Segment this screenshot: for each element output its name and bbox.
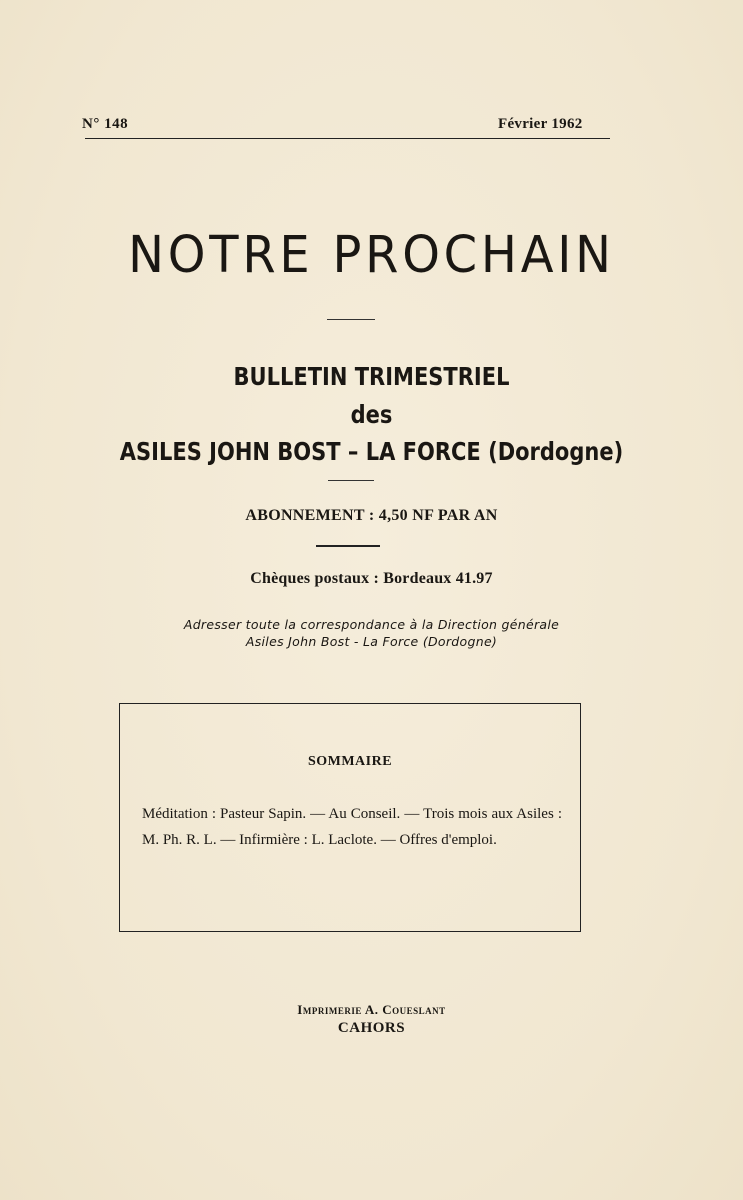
page-title: NOTRE PROCHAIN xyxy=(128,226,615,285)
address-line-1: Adresser toute la correspondance à la Direction générale xyxy=(183,617,560,632)
summary-box xyxy=(119,703,581,932)
header-divider xyxy=(85,138,610,139)
subtitle-line-1: BULLETIN TRIMESTRIEL xyxy=(233,362,510,391)
summary-heading: SOMMAIRE xyxy=(307,754,393,769)
subtitle-line-2: des xyxy=(350,400,393,429)
address-line-2: Asiles John Bost - La Force (Dordogne) xyxy=(245,634,498,649)
printer-city: CAHORS xyxy=(337,1020,406,1036)
summary-text: Méditation : Pasteur Sapin. — Au Conseil. — Trois mois aux Asiles : M. Ph. R. L. — Infirmière : L. Laclote. — Offres d'emploi. xyxy=(142,806,562,848)
printer-name: Imprimerie A. Coueslant xyxy=(297,1002,446,1017)
issue-date: Février 1962 xyxy=(498,116,583,132)
title-divider xyxy=(327,319,375,320)
subtitle-divider xyxy=(328,480,374,481)
issue-number: N° 148 xyxy=(82,116,129,132)
subtitle-line-3: ASILES JOHN BOST – LA FORCE (Dordogne) xyxy=(119,437,624,466)
subscription-divider xyxy=(316,545,380,547)
subscription-price: ABONNEMENT : 4,50 NF PAR AN xyxy=(245,507,498,524)
postal-checks: Chèques postaux : Bordeaux 41.97 xyxy=(250,570,493,587)
